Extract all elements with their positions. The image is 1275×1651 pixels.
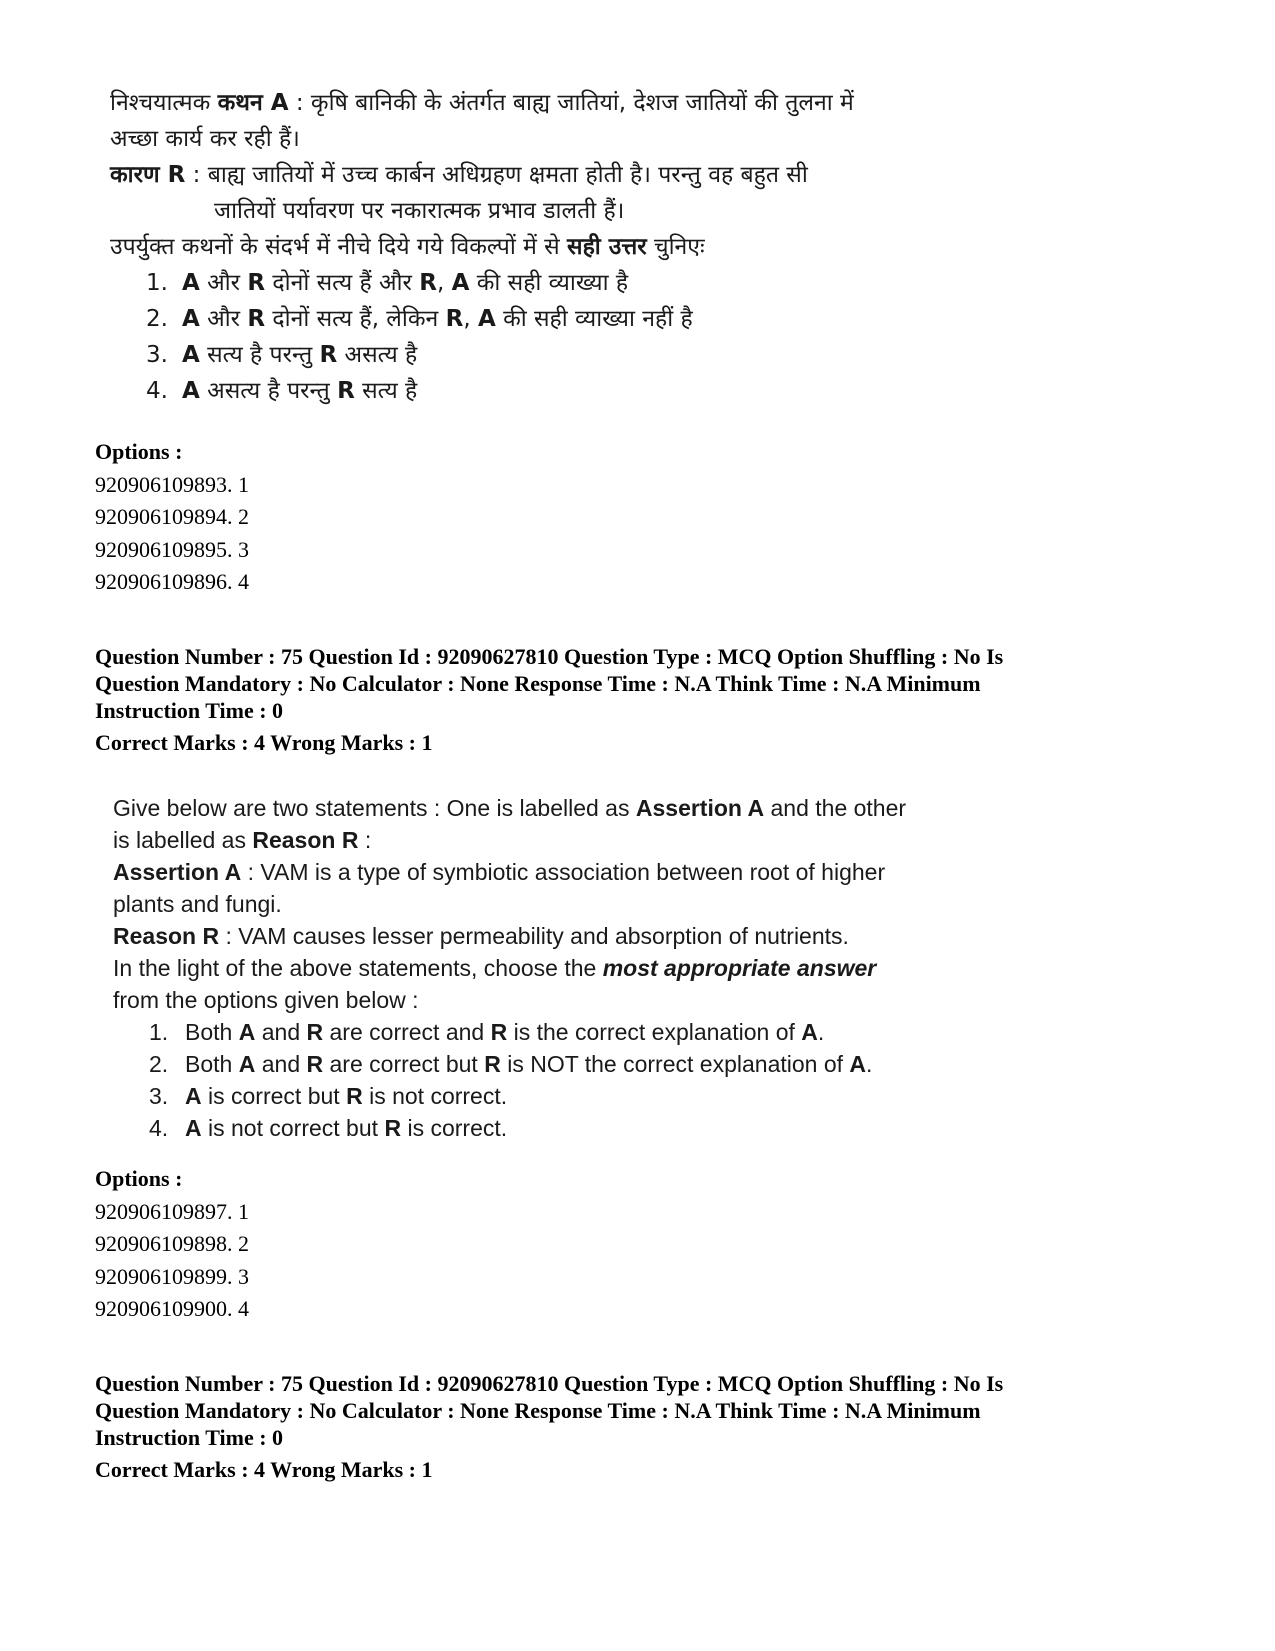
choice-text: Both <box>185 1051 239 1077</box>
instruction-bold: सही उत्तर <box>567 234 647 260</box>
choice-text: is the correct explanation of <box>507 1019 802 1045</box>
choice-bold: R <box>346 1083 363 1109</box>
choice-bold: A <box>801 1019 818 1045</box>
choice-bold: A <box>849 1051 867 1077</box>
hindi-choices <box>110 265 990 409</box>
marks-line: Correct Marks : 4 Wrong Marks : 1 <box>95 1457 433 1482</box>
choice-bold: A <box>182 306 200 332</box>
choice-number: 4. <box>149 1115 169 1141</box>
choice-text: , <box>463 306 478 332</box>
assertion-bold: कथन A <box>217 90 289 116</box>
choice-text: , <box>436 270 452 296</box>
choice-number: 3. <box>146 342 168 368</box>
english-assertion <box>113 856 993 888</box>
intro-text: and the other <box>764 795 907 821</box>
choice-bold: R <box>247 306 266 332</box>
option-item: 920906109897. 1 <box>95 1198 249 1224</box>
options-list-2 <box>95 1163 695 1326</box>
hindi-reason <box>110 157 990 193</box>
option-item: 920906109900. 4 <box>95 1296 249 1321</box>
choice-text: is not correct. <box>362 1083 508 1109</box>
choice-number: 4. <box>146 378 168 404</box>
option-item: 920906109893. 1 <box>95 471 249 497</box>
english-choice-2 <box>113 1048 993 1080</box>
hindi-assertion-cont: अच्छा कार्य कर रही हैं। <box>110 126 300 152</box>
option-item: 920906109898. 2 <box>95 1231 249 1256</box>
english-instruction <box>113 952 993 984</box>
meta-line: Question Number : 75 Question Id : 92090627810 Question Type : MCQ Option Shuffling : No Is <box>95 1371 1004 1396</box>
choice-bold: A <box>451 270 470 296</box>
meta-line: Question Mandatory : No Calculator : None Response Time : N.A Think Time : N.A Minimum <box>95 1398 981 1423</box>
choice-bold: R <box>384 1115 402 1141</box>
english-choice-4 <box>113 1112 993 1144</box>
hindi-choice-1 <box>110 265 990 301</box>
assertion-text: : कृषि बानिकी के अंतर्गत बाह्य जातियां, देशज जातियों की तुलना में <box>288 90 854 116</box>
meta-line: Instruction Time : 0 <box>95 698 284 723</box>
english-question <box>113 792 993 1144</box>
marks-line: Correct Marks : 4 Wrong Marks : 1 <box>95 730 433 755</box>
english-assertion-cont: plants and fungi. <box>113 891 282 917</box>
assertion-label: निश्चयात्मक <box>110 90 218 116</box>
instruction-text: उपर्युक्त कथनों के संदर्भ में नीचे दिये गये विकल्पों में से <box>110 234 568 260</box>
english-choices <box>113 1016 993 1144</box>
question-meta-2 <box>95 1370 1185 1483</box>
english-intro <box>113 792 993 824</box>
choice-text: is correct but <box>201 1083 347 1109</box>
intro-bold: Reason R <box>252 827 359 853</box>
choice-bold: A <box>185 1083 202 1109</box>
choice-number: 2. <box>149 1051 169 1077</box>
choice-number: 2. <box>146 306 168 332</box>
choice-text: are correct and <box>323 1019 491 1045</box>
hindi-assertion <box>110 85 990 121</box>
choice-text: और <box>199 270 248 296</box>
choice-bold: R <box>484 1051 501 1077</box>
options-heading: Options : <box>95 1166 183 1191</box>
option-item: 920906109896. 4 <box>95 569 249 594</box>
choice-text: की सही व्याख्या नहीं है <box>495 306 693 332</box>
hindi-reason-cont: जातियों पर्यावरण पर नकारात्मक प्रभाव डालती हैं। <box>214 198 625 224</box>
options-heading: Options : <box>95 439 183 464</box>
meta-line: Question Mandatory : No Calculator : None Response Time : N.A Think Time : N.A Minimum <box>95 671 981 696</box>
choice-text: is NOT the correct explanation of <box>500 1051 850 1077</box>
option-item: 920906109895. 3 <box>95 536 249 562</box>
choice-text: और <box>199 306 248 332</box>
english-intro-cont <box>113 824 993 856</box>
choice-bold: A <box>182 342 200 368</box>
choice-text: Both <box>185 1019 239 1045</box>
assertion-bold: Assertion A <box>113 859 242 885</box>
choice-bold: R <box>337 378 355 404</box>
instruction-bold-italic: most appropriate answer <box>602 955 877 981</box>
reason-bold: Reason R <box>113 923 220 949</box>
intro-text: : <box>358 827 372 853</box>
reason-bold: कारण R <box>110 162 186 188</box>
option-item: 920906109899. 3 <box>95 1263 249 1289</box>
choice-text: सत्य है परन्तु <box>199 342 320 368</box>
choice-bold: A <box>185 1115 202 1141</box>
choice-text: सत्य है <box>354 378 418 404</box>
choice-bold: A <box>477 306 496 332</box>
reason-text: : बाह्य जातियों में उच्च कार्बन अधिग्रहण क्षमता होती है। परन्तु वह बहुत सी <box>185 162 808 188</box>
choice-bold: R <box>306 1051 324 1077</box>
choice-text: . <box>817 1019 825 1045</box>
meta-line: Question Number : 75 Question Id : 92090627810 Question Type : MCQ Option Shuffling : No Is <box>95 644 1004 669</box>
english-choice-3 <box>113 1080 993 1112</box>
choice-bold: A <box>182 270 200 296</box>
choice-number: 1. <box>146 270 168 296</box>
instruction-text: In the light of the above statements, choose the <box>113 955 603 981</box>
choice-number: 3. <box>149 1083 169 1109</box>
choice-text: is not correct but <box>201 1115 385 1141</box>
choice-bold: R <box>247 270 266 296</box>
choice-text: असत्य है परन्तु <box>199 378 338 404</box>
choice-bold: R <box>419 270 437 296</box>
instruction-text-end: चुनिएः <box>646 234 705 260</box>
english-instruction-cont: from the options given below : <box>113 987 419 1013</box>
intro-bold: Assertion A <box>635 795 765 821</box>
intro-text: is labelled as <box>113 827 253 853</box>
hindi-choice-2 <box>110 301 990 337</box>
reason-text: : VAM causes lesser permeability and absorption of nutrients. <box>219 923 849 949</box>
english-reason <box>113 920 993 952</box>
choice-number: 1. <box>149 1019 169 1045</box>
choice-text: and <box>255 1051 307 1077</box>
choice-bold: R <box>445 306 464 332</box>
meta-line: Instruction Time : 0 <box>95 1425 284 1450</box>
choice-text: and <box>255 1019 307 1045</box>
choice-text: are correct but <box>323 1051 485 1077</box>
intro-text: Give below are two statements : One is labelled as <box>113 795 636 821</box>
hindi-choice-4 <box>110 373 990 409</box>
choice-bold: A <box>238 1051 256 1077</box>
choice-bold: A <box>182 378 200 404</box>
options-list-1 <box>95 436 695 599</box>
english-choice-1 <box>113 1016 993 1048</box>
choice-bold: R <box>490 1019 508 1045</box>
assertion-text: : VAM is a type of symbiotic association between root of higher <box>241 859 886 885</box>
choice-text: दोनों सत्य हैं, लेकिन <box>265 306 446 332</box>
choice-text: . <box>866 1051 873 1077</box>
hindi-question <box>110 85 990 409</box>
choice-text: is correct. <box>401 1115 508 1141</box>
hindi-instruction <box>110 229 990 265</box>
question-meta-1 <box>95 643 1185 756</box>
hindi-choice-3 <box>110 337 990 373</box>
choice-bold: R <box>306 1019 324 1045</box>
option-item: 920906109894. 2 <box>95 504 249 529</box>
choice-text: की सही व्याख्या है <box>469 270 629 296</box>
choice-bold: A <box>238 1019 256 1045</box>
choice-text: असत्य है <box>337 342 418 368</box>
choice-bold: R <box>319 342 338 368</box>
choice-text: दोनों सत्य हैं और <box>265 270 420 296</box>
